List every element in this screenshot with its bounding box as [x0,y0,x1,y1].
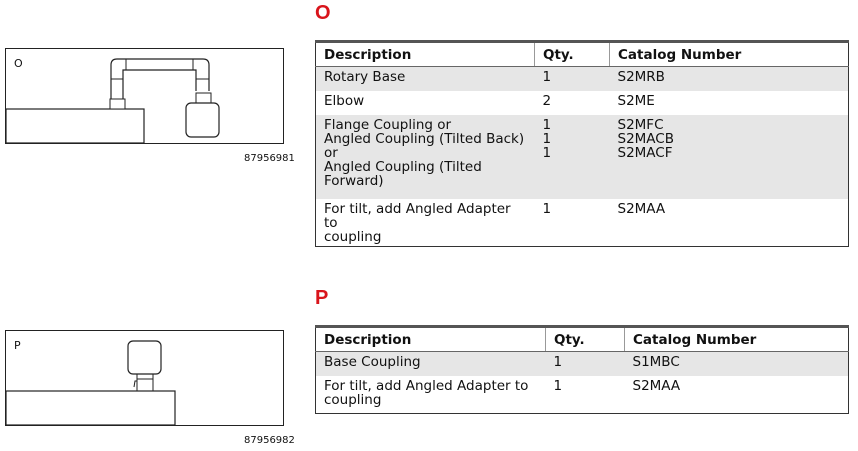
header-qty: Qty. [535,42,610,67]
table-row [316,199,849,247]
description-line: Flange Coupling or [324,116,452,133]
description-line: coupling [324,391,382,408]
header-qty: Qty. [546,327,625,352]
parts-table-p [315,325,849,414]
table-header-row [316,42,849,67]
table-row [316,352,849,376]
base-coupling-illustration [6,331,283,425]
table-row [316,91,849,115]
qty: 1 [542,116,552,133]
qty: 1 [542,144,552,161]
figure-label: P [14,339,21,352]
catalog-number: S2MAA [632,377,681,394]
qty: 2 [542,92,552,109]
description-line: Angled Coupling (Tilted [324,158,482,175]
catalog-number: S2MRB [617,69,665,85]
catalog-number: S2MACF [617,144,673,161]
figure-number: 87956981 [244,153,295,164]
description-line: coupling [324,228,382,245]
catalog-number: S2MACB [617,130,674,147]
figure-number: 87956982 [244,435,295,446]
header-catalog-number: Catalog Number [610,42,849,67]
figure-label: O [14,57,23,70]
description-line: For tilt, add Angled Adapter to [324,200,511,231]
qty: 1 [542,200,552,217]
description: Elbow [324,92,365,109]
catalog-number: S2MFC [617,116,664,133]
description: Base Coupling [324,354,421,370]
qty: 1 [542,130,552,147]
qty: 1 [553,377,563,394]
table-row [316,376,849,414]
header-description: Description [316,42,535,67]
catalog-number: S2ME [617,92,655,109]
header-catalog-number: Catalog Number [625,327,849,352]
figure-o [5,48,295,164]
table-header-row [316,327,849,352]
description: Rotary Base [324,69,406,85]
description-line: or [324,144,338,161]
catalog-number: S2MAA [617,200,666,217]
figure-p [5,330,295,446]
section-title-p: P [315,287,329,309]
description-line: Forward) [324,172,384,189]
description-line: Angled Coupling (Tilted Back) [324,130,525,147]
table-row [316,115,849,199]
catalog-number: S1MBC [632,354,680,370]
section-title-o: O [315,2,331,24]
elbow-assembly-illustration [6,49,283,143]
qty: 1 [553,354,563,370]
qty: 1 [542,69,552,85]
header-description: Description [316,327,546,352]
parts-table-o [315,40,849,247]
table-row [316,67,849,91]
description-line: For tilt, add Angled Adapter to [324,377,529,394]
